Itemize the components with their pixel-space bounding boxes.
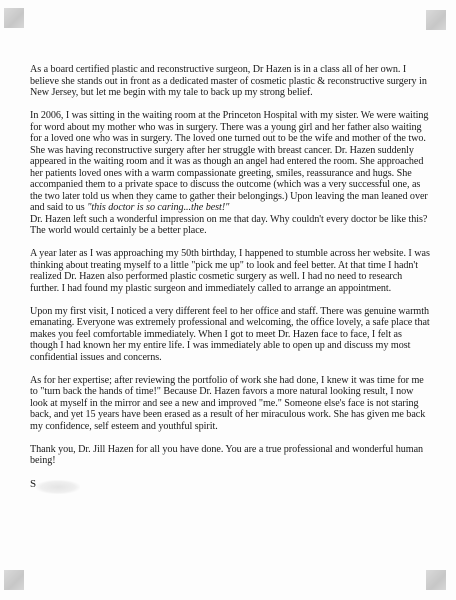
hospital-story-text: In 2006, I was sitting in the waiting room at the Princeton Hospital with my sister. We were waiting for word about my mother who was in surgery. There was a young girl and her father also waiting for a loved one who was in surgery. The loved one turned out to be the wife and mother of the two. She was having reconstructive surgery after her struggle with breast cancer. Dr. Hazen suddenly appeared in the waiting room and it was as though an angel had entered the room. She approached her patients loved ones with a warm compassionate greeting, smiles, reassurance and hugs. She accompanied them to a private space to discuss the outcome (which was a very successful one, as the two later told us when they came to gather their belongings.) Upon leaving the man leaned over and said to us <box>30 110 429 213</box>
redacted-signature <box>36 480 80 494</box>
paragraph-first-visit: Upon my first visit, I noticed a very different feel to her office and staff. There was genuine warmth emanating. Everyone was extremely professional and welcoming, the office lovely, a safe place that makes you feel comfortable immediately. When I got to meet Dr. Hazen face to face, I felt as though I had known her my entire life. I was immediately able to open up and discuss my most confidential issues and concerns. <box>30 305 430 363</box>
letter-body <box>30 64 430 501</box>
paragraph-expertise: As for her expertise; after reviewing the portfolio of work she had done, I knew it was time for me to "turn back the hands of time!" Because Dr. Hazen favors a more natural looking result, I now look at myself in the mirror and see a new and improved "me." Someone else's face is not staring back, and yet 15 years have been erased as a result of her miraculous work. She has given me back my confidence, self esteem and youthful spirit. <box>30 374 426 432</box>
scan-corner-mark <box>4 570 24 590</box>
paragraph-thanks: Thank you, Dr. Jill Hazen for all you have done. You are a true professional and wonderful human being! <box>30 443 424 466</box>
signature-initial: S <box>30 477 37 490</box>
paragraph-hospital-story <box>30 110 430 237</box>
scan-corner-mark <box>426 10 446 30</box>
scan-corner-mark <box>426 570 446 590</box>
paragraph-website: A year later as I was approaching my 50th birthday, I happened to stumble across her website. I was thinking about treating myself to a little "pick me up" to look and feel better. At that time I hadn't realized Dr. Hazen also performed plastic cosmetic surgery as well. I had no need to research further. I had found my plastic surgeon and immediately called to arrange an appointment. <box>30 248 430 294</box>
hospital-story-conclusion: Dr. Hazen left such a wonderful impression on me that day. Why couldn't every doctor be like this? The world would certainly be a better place. <box>30 213 428 236</box>
quoted-remark: "this doctor is so caring...the best!" <box>87 202 230 213</box>
signature <box>30 479 430 501</box>
paragraph-intro: As a board certified plastic and reconstructive surgeon, Dr Hazen is in a class all of her own. I believe she stands out in front as a dedicated master of cosmetic plastic & reconstructive surgery in New Jersey, but let me begin with my tale to back up my strong belief. <box>30 64 427 98</box>
scan-corner-mark <box>4 8 24 28</box>
